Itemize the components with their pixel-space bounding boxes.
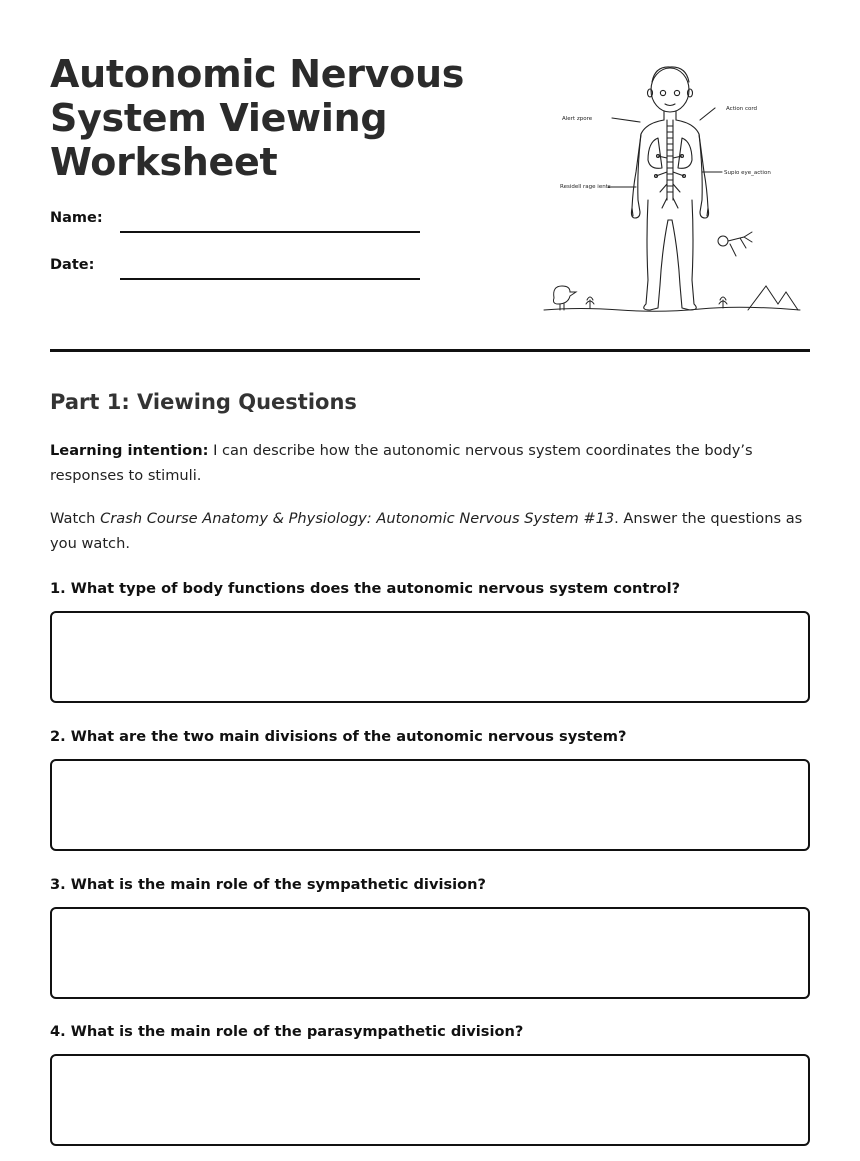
flying-figure [718, 236, 728, 246]
answer-box-3[interactable] [50, 907, 810, 999]
label-action-cord: Action cord [726, 106, 758, 112]
answer-box-1[interactable] [50, 611, 810, 703]
answer-box-2[interactable] [50, 759, 810, 851]
body-illustration [540, 60, 810, 320]
watch-instructions [50, 506, 815, 556]
watch-prefix: Watch [50, 510, 101, 527]
question-1: 1. What type of body functions does the autonomic nervous system control? [50, 580, 681, 597]
label-alert-spore: Alert zpore [562, 116, 593, 122]
label-supio-eye: Supio eye_action [724, 170, 771, 176]
video-title: Crash Course Anatomy & Physiology: Autonomic Nervous System #13 [100, 510, 615, 527]
learning-intention-text: I can describe how the autonomic nervous system coordinates the body’s responses to stimuli. [50, 442, 753, 484]
label-residell: Residell rage ients [560, 184, 611, 190]
question-3: 3. What is the main role of the sympathetic division? [50, 876, 487, 893]
learning-intention-label: Learning intention: [50, 442, 209, 459]
bird-drawing [554, 286, 577, 304]
mountains-drawing [748, 286, 798, 310]
part1-heading: Part 1: Viewing Questions [50, 390, 357, 414]
name-field[interactable] [120, 231, 420, 233]
question-4: 4. What is the main role of the parasympathetic division? [50, 1023, 524, 1040]
name-label: Name: [50, 210, 103, 226]
worksheet-title: Autonomic Nervous System Viewing Worksheet [50, 52, 465, 184]
date-field[interactable] [120, 278, 420, 280]
watch-suffix: . Answer the questions as you watch. [50, 510, 803, 552]
date-label: Date: [50, 257, 95, 273]
learning-intention [50, 438, 815, 488]
answer-box-4[interactable] [50, 1054, 810, 1146]
section-divider [50, 349, 810, 352]
question-2: 2. What are the two main divisions of the autonomic nervous system? [50, 728, 627, 745]
